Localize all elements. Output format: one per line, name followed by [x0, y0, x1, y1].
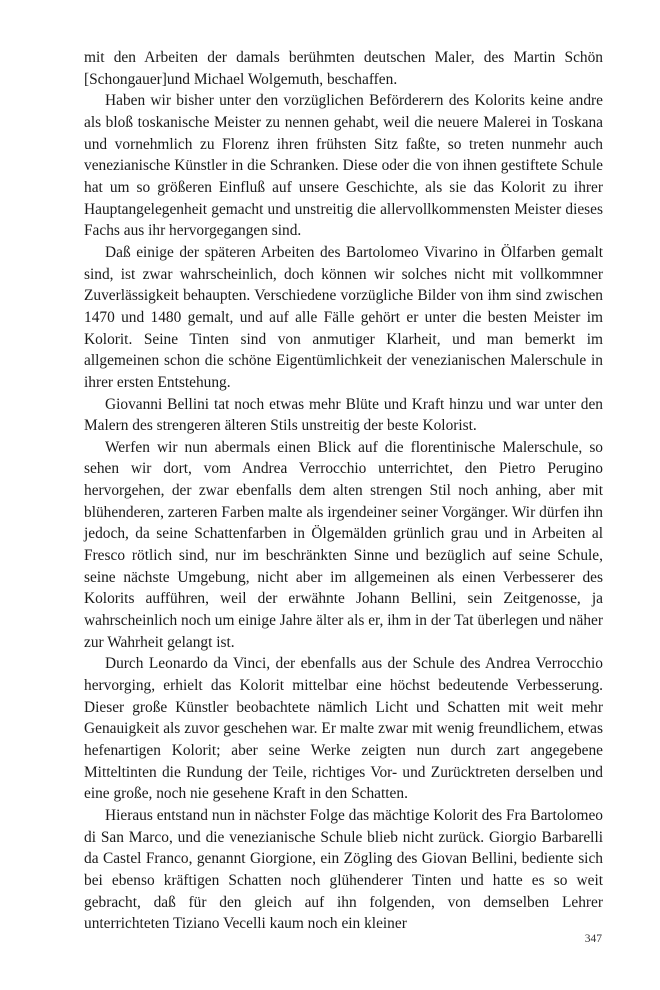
paragraph-2: Haben wir bisher unter den vorzüglichen Beförderern des Kolorits keine andre als bloß toskanische Meister zu nennen gehabt, weil die neuere Malerei in Toskana und vornehmlich zu Florenz ihren frühsten Sitz faßte, so treten nunmehr auch venezianische Künstler in die Schranken. Diese oder die von ihnen gestiftete Schule hat um so größeren Einfluß auf unsere Geschichte, als sie das Kolorit zu ihrer Hauptangelegenheit gemacht und unstreitig die allervollkommensten Meister dieses Fachs aus ihr hervorgegangen sind. — [84, 92, 603, 240]
page-body — [84, 47, 603, 935]
paragraph-7: Hieraus entstand nun in nächster Folge das mächtige Kolorit des Fra Bartolomeo di San Marco, und die venezianische Schule blieb nicht zurück. Giorgio Barbarelli da Castel Franco, genannt Giorgione, ein Zögling des Giovan Bellini, bediente sich bei ebenso kräftigen Schatten noch glühenderer Tinten und hatte es so weit gebracht, daß für den gleich auf ihn folgenden, von demselben Lehrer unterrichteten Tiziano Vecelli kaum noch ein kleiner — [84, 806, 603, 933]
paragraph-1: mit den Arbeiten der damals berühmten deutschen Maler, des Martin Schön [Schongauer]und Michael Wolgemuth, beschaffen. — [84, 49, 603, 88]
paragraph-4: Giovanni Bellini tat noch etwas mehr Blüte und Kraft hinzu und war unter den Malern des strengeren älteren Stils unstreitig der beste Kolorist. — [84, 395, 603, 435]
paragraph-5: Werfen wir nun abermals einen Blick auf die florentinische Malerschule, so sehen wir dort, vom Andrea Verrocchio unterrichtet, den Pietro Perugino hervorgehen, der zwar ebenfalls dem alten strengen Stil noch anhing, aber mit blühenderen, zarteren Farben malte als irgendeiner seiner Vorgänger. Wir dürfen ihn jedoch, da seine Schattenfarben in Ölgemälden grünlich grau und in Arbeiten al Fresco rötlich sind, nur im beschränkten Sinne und bezüglich auf seine Schule, seine nächste Umgebung, nicht aber im allgemeinen als einen Verbesserer des Kolorits aufführen, weil der erwähnte Johann Bellini, sein Zeitgenosse, ja wahrscheinlich noch um einige Jahre älter als er, ihm in der Tat überlegen und näher zur Wahrheit gelangt ist. — [84, 438, 603, 651]
page-number: 347 — [584, 933, 602, 945]
paragraph-6: Durch Leonardo da Vinci, der ebenfalls aus der Schule des Andrea Verrocchio hervorging, erhielt das Kolorit mittelbar eine höchst bedeutende Verbesserung. Dieser große Künstler beobachtete nämlich Licht und Schatten mit weit mehr Genauigkeit als zuvor geschehen war. Er malte zwar mit wenig freundlichem, etwas hefenartigen Kolorit; aber seine Werke zeigten nun durch zart angegebene Mitteltinten die Rundung der Teile, richtiges Vor- und Zurücktreten derselben und eine große, noch nie gesehene Kraft in den Schatten. — [84, 655, 603, 803]
paragraph-3: Daß einige der späteren Arbeiten des Bartolomeo Vivarino in Ölfarben gemalt sind, ist zwar wahrscheinlich, doch können wir solches nicht mit vollkommner Zuverlässigkeit behaupten. Verschiedene vorzügliche Bilder von ihm sind zwischen 1470 und 1480 gemalt, und auf alle Fälle gehört er unter die besten Meister im Kolorit. Seine Tinten sind von anmutiger Klarheit, und man bemerkt im allgemeinen schon die schöne Eigentümlichkeit der venezianischen Malerschule in ihrer ersten Entstehung. — [84, 243, 603, 391]
